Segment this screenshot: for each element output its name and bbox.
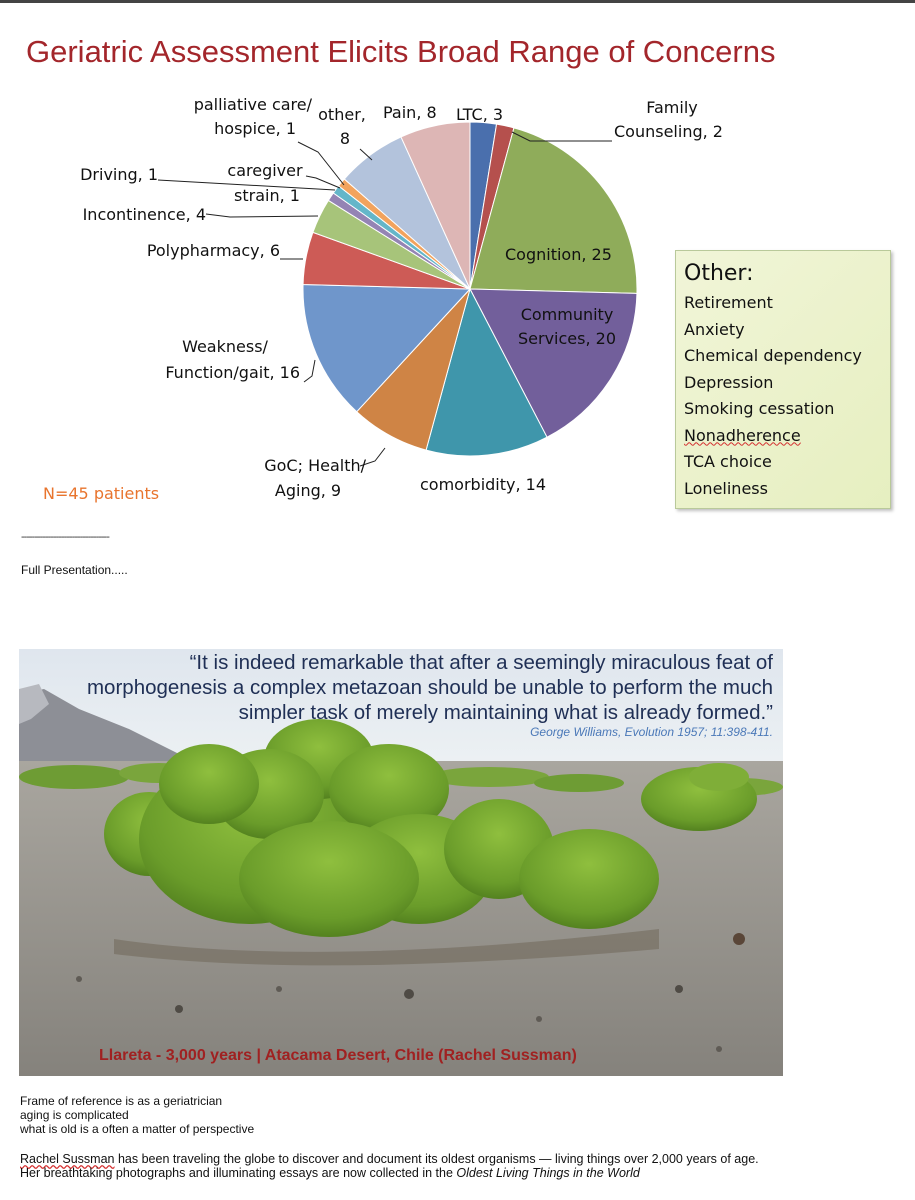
full-presentation-link[interactable]: Full Presentation..... [21, 563, 128, 577]
chart-title: Geriatric Assessment Elicits Broad Range of Concerns [26, 34, 776, 69]
label-palliative-line1: palliative care/ [193, 95, 312, 114]
label-polypharmacy: Polypharmacy, 6 [146, 241, 280, 260]
other-item: Loneliness [684, 478, 768, 498]
other-item: Retirement [684, 293, 773, 312]
note-line-2 [20, 1152, 759, 1166]
label-driving: Driving, 1 [80, 165, 158, 184]
label-ltc: LTC, 3 [456, 105, 504, 124]
other-item: TCA choice [684, 452, 772, 471]
quote-line: “It is indeed remarkable that after a seemingly miraculous feat of [189, 651, 773, 674]
label-pain: Pain, 8 [383, 103, 437, 122]
label-family-line1: Family [646, 98, 698, 117]
photo-caption: Llareta - 3,000 years | Atacama Desert, Chile (Rachel Sussman) [99, 1047, 577, 1064]
notes-paragraph [20, 1152, 759, 1180]
label-goc-line1: GoC; Health/ [264, 456, 366, 475]
other-item: Anxiety [684, 319, 745, 339]
label-family-line2: Counseling, 2 [614, 122, 723, 141]
quote-line: simpler task of merely maintaining what is already formed.” [238, 701, 773, 724]
label-cognition: Cognition, 25 [505, 245, 612, 264]
label-weakness-line1: Weakness/ [182, 337, 268, 356]
quote-line: morphogenesis a complex metazoan should be unable to perform the much [86, 676, 773, 699]
other-concerns-box [675, 250, 891, 509]
label-caregiver-line2: strain, 1 [234, 186, 300, 205]
pie-slices [303, 122, 637, 456]
sussman-name: Rachel Sussman [20, 1152, 115, 1166]
note-line-3 [20, 1166, 759, 1180]
leader-weakness [304, 360, 315, 382]
other-item: Nonadherence [684, 425, 801, 445]
notes-block [20, 1094, 254, 1136]
note-text: Her breathtaking photographs and illuminating essays are now collected in the [20, 1166, 457, 1180]
llareta-photo [19, 649, 783, 1076]
label-other-line1: other, [318, 105, 366, 124]
label-incontinence: Incontinence, 4 [82, 205, 206, 224]
note-text: has been traveling the globe to discover and document its oldest organisms — living things over 2,000 years of age. [114, 1152, 759, 1166]
separator-line: --------------------------------- [21, 531, 109, 543]
quote-text [33, 650, 773, 725]
label-palliative-line2: hospice, 1 [214, 119, 296, 138]
note-line: what is old is a often a matter of perspective [20, 1122, 255, 1136]
label-goc-line2: Aging, 9 [274, 481, 342, 500]
label-community-line1: Community [520, 305, 614, 324]
leader-incontinence [206, 214, 318, 217]
quote-citation: George Williams, Evolution 1957; 11:398-411. [530, 725, 773, 739]
label-community-line2: Services, 20 [518, 329, 616, 348]
note-line: aging is complicated [20, 1108, 129, 1122]
other-box-title: Other: [684, 261, 754, 286]
note-line: Frame of reference is as a geriatrician [20, 1094, 223, 1108]
label-comorbidity: comorbidity, 14 [420, 475, 547, 494]
book-title: Oldest Living Things in the World [456, 1166, 640, 1180]
label-other-line2: 8 [339, 129, 351, 148]
other-item: Smoking cessation [684, 399, 835, 418]
label-weakness-line2: Function/gait, 16 [165, 363, 300, 382]
other-item: Depression [684, 372, 774, 392]
label-caregiver-line1: caregiver [227, 161, 303, 180]
sample-size-label: N=45 patients [43, 484, 160, 503]
other-item: Chemical dependency [684, 346, 862, 365]
